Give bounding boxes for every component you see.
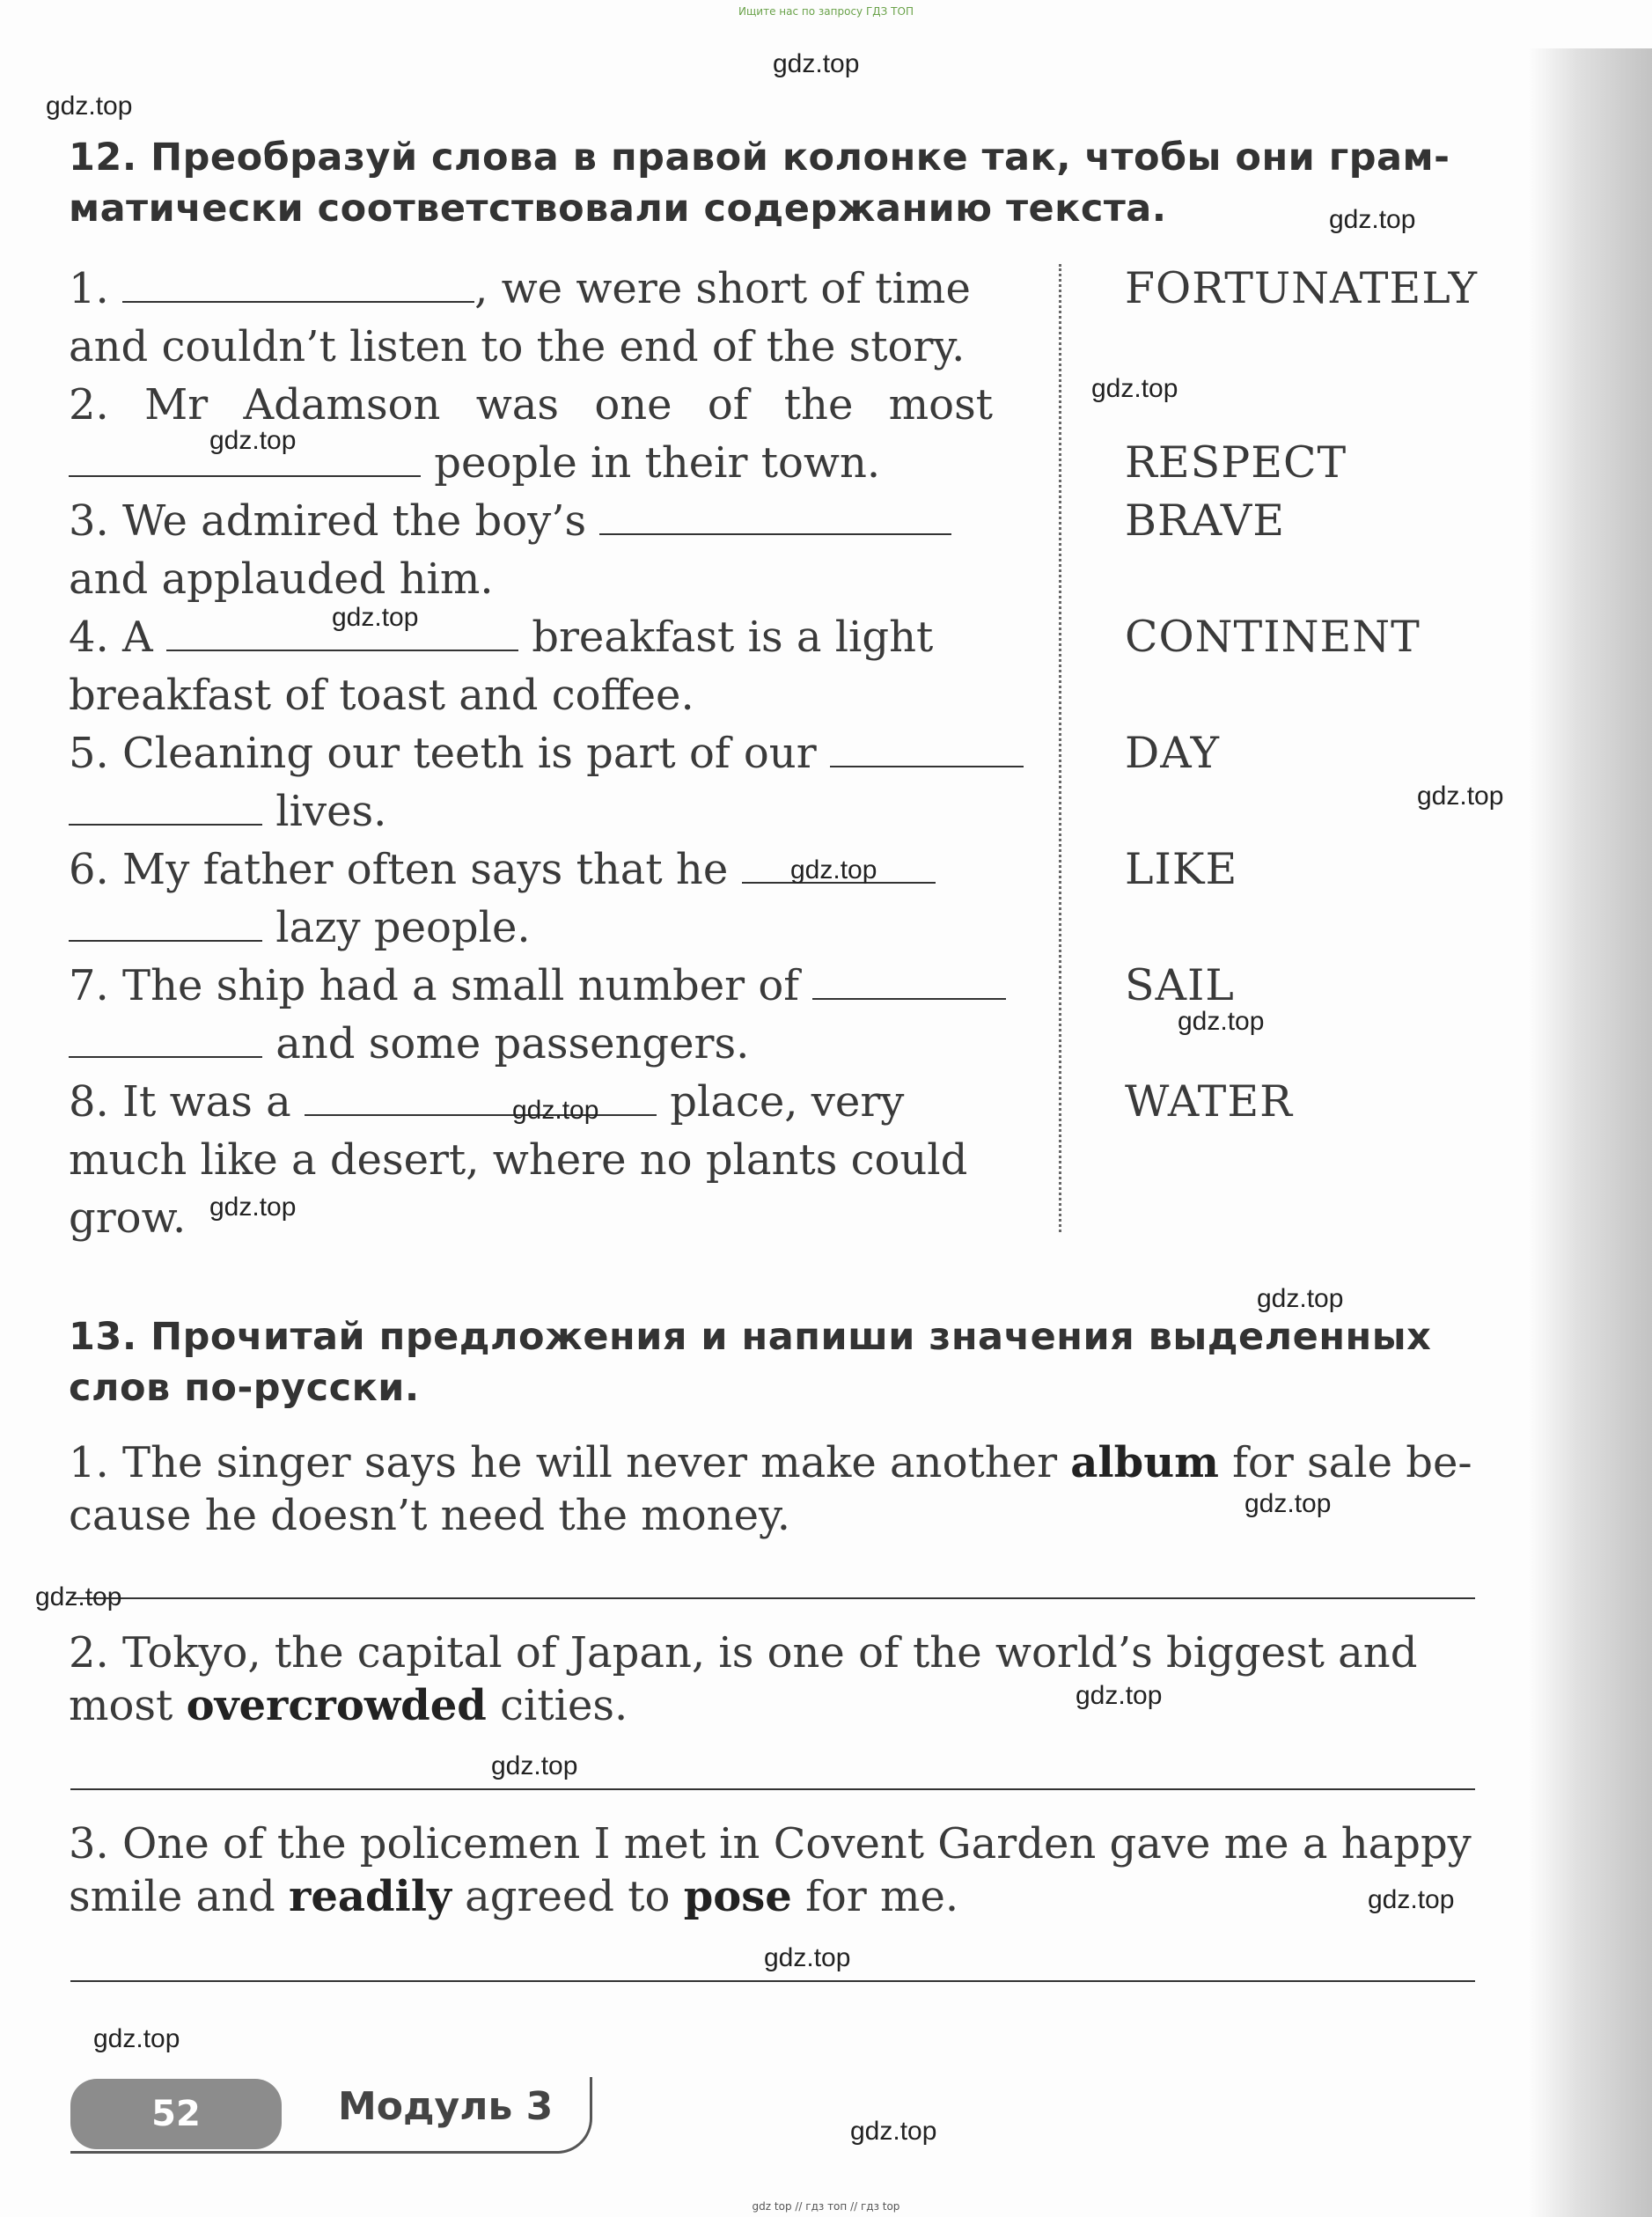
watermark: gdz.top bbox=[1417, 782, 1504, 811]
task-12-line-11: 6. My father often says that he bbox=[69, 843, 936, 896]
task-13-heading-line2: слов по-русски. bbox=[69, 1366, 420, 1410]
task-12-line-16: much like a desert, where no plants could bbox=[69, 1135, 968, 1185]
answer-blank[interactable] bbox=[69, 901, 262, 942]
watermark: gdz.top bbox=[512, 1096, 599, 1125]
highlight-word: overcrowded bbox=[186, 1681, 487, 1730]
watermark: gdz.top bbox=[1076, 1681, 1163, 1710]
watermark: gdz.top bbox=[1091, 374, 1178, 403]
watermark: gdz.top bbox=[1257, 1284, 1344, 1313]
task-12-line-7: 4. A breakfast is a light bbox=[69, 613, 934, 662]
word-brave: BRAVE bbox=[1125, 496, 1286, 546]
task-12-line-8: breakfast of toast and coffee. bbox=[69, 671, 694, 720]
page-edge-shadow bbox=[1529, 48, 1652, 2217]
task-12-line-9: 5. Cleaning our teeth is part of our bbox=[69, 727, 1024, 780]
highlight-word: album bbox=[1070, 1438, 1219, 1487]
watermark: gdz.top bbox=[209, 426, 297, 455]
word-continent: CONTINENT bbox=[1125, 612, 1421, 662]
watermark: gdz.top bbox=[332, 603, 419, 632]
task-12-heading bbox=[69, 132, 1477, 234]
task-13-sentence-3-cont: smile and readily agreed to pose for me. bbox=[69, 1872, 959, 1921]
task-12-heading-line2: матически соответствовали содержанию текста. bbox=[69, 187, 1167, 231]
module-label: Модуль 3 bbox=[338, 2084, 554, 2129]
word-day: DAY bbox=[1125, 728, 1221, 778]
word-fortunately: FORTUNATELY bbox=[1125, 263, 1478, 313]
task-12-line-15: 8. It was a place, very bbox=[69, 1077, 905, 1127]
watermark: gdz.top bbox=[1368, 1885, 1455, 1914]
highlight-word: readily bbox=[289, 1872, 452, 1921]
word-like: LIKE bbox=[1125, 844, 1238, 894]
watermark: gdz.top bbox=[209, 1193, 297, 1222]
word-water: WATER bbox=[1125, 1076, 1293, 1127]
watermark: gdz.top bbox=[850, 2117, 937, 2146]
task-12-heading-line1: 12. Преобразуй слова в правой колонке так, чтобы они грам- bbox=[69, 136, 1450, 180]
word-sail: SAIL bbox=[1125, 960, 1235, 1010]
task-13-sentence-1: 1. The singer says he will never make another album for sale be- bbox=[69, 1438, 1472, 1487]
answer-blank[interactable] bbox=[830, 727, 1024, 767]
header-note: Ищите нас по запросу ГДЗ ТОП bbox=[738, 5, 914, 18]
watermark: gdz.top bbox=[1178, 1007, 1265, 1036]
watermark: gdz.top bbox=[93, 2024, 180, 2053]
task-12-line-5: 3. We admired the boy’s bbox=[69, 495, 951, 547]
task-12-line-4: people in their town. bbox=[69, 437, 880, 489]
watermark: gdz.top bbox=[491, 1751, 578, 1780]
answer-line-3[interactable] bbox=[70, 1980, 1475, 1982]
task-12-line-17: grow. bbox=[69, 1193, 187, 1243]
answer-blank[interactable] bbox=[305, 1075, 657, 1116]
task-13-sentence-3: 3. One of the policemen I met in Covent Garden gave me a happy bbox=[69, 1819, 1472, 1868]
answer-line-1[interactable] bbox=[70, 1597, 1475, 1599]
task-12-line-10: lives. bbox=[69, 785, 386, 838]
watermark: gdz.top bbox=[1245, 1489, 1332, 1518]
answer-blank[interactable] bbox=[122, 262, 474, 303]
task-12-line-2: and couldn’t listen to the end of the story. bbox=[69, 322, 966, 371]
task-12-line-3: 2. Mr Adamson was one of the most bbox=[69, 380, 993, 429]
answer-line-2[interactable] bbox=[70, 1788, 1475, 1790]
watermark: gdz.top bbox=[790, 855, 877, 885]
task-13-heading bbox=[69, 1311, 1477, 1413]
watermark: gdz.top bbox=[1329, 205, 1416, 234]
task-12-line-13: 7. The ship had a small number of bbox=[69, 959, 1006, 1012]
highlight-word: pose bbox=[683, 1872, 792, 1921]
watermark: gdz.top bbox=[773, 49, 860, 78]
task-13-heading-line1: 13. Прочитай предложения и напиши значения выделенных bbox=[69, 1315, 1432, 1359]
word-respect: RESPECT bbox=[1125, 437, 1347, 488]
answer-blank[interactable] bbox=[599, 495, 951, 535]
task-12-line-14: and some passengers. bbox=[69, 1017, 749, 1070]
watermark: gdz.top bbox=[35, 1582, 122, 1611]
answer-blank[interactable] bbox=[69, 1017, 262, 1058]
footer-note: gdz top // гдз топ // гдз top bbox=[752, 2200, 900, 2213]
task-12-line-1: 1. , we were short of time bbox=[69, 264, 971, 313]
watermark: gdz.top bbox=[46, 92, 133, 121]
answer-blank[interactable] bbox=[69, 785, 262, 826]
task-13-sentence-1-cont: cause he doesn’t need the money. bbox=[69, 1491, 790, 1540]
column-divider bbox=[1059, 264, 1061, 1232]
task-13-sentence-2: 2. Tokyo, the capital of Japan, is one of the world’s biggest and bbox=[69, 1628, 1418, 1677]
answer-blank[interactable] bbox=[812, 959, 1006, 1000]
task-13-sentence-2-cont: most overcrowded cities. bbox=[69, 1681, 628, 1730]
task-12-line-12: lazy people. bbox=[69, 901, 531, 954]
task-12-line-6: and applauded him. bbox=[69, 554, 494, 604]
page-number: 52 bbox=[70, 2079, 282, 2149]
watermark: gdz.top bbox=[764, 1943, 851, 1972]
